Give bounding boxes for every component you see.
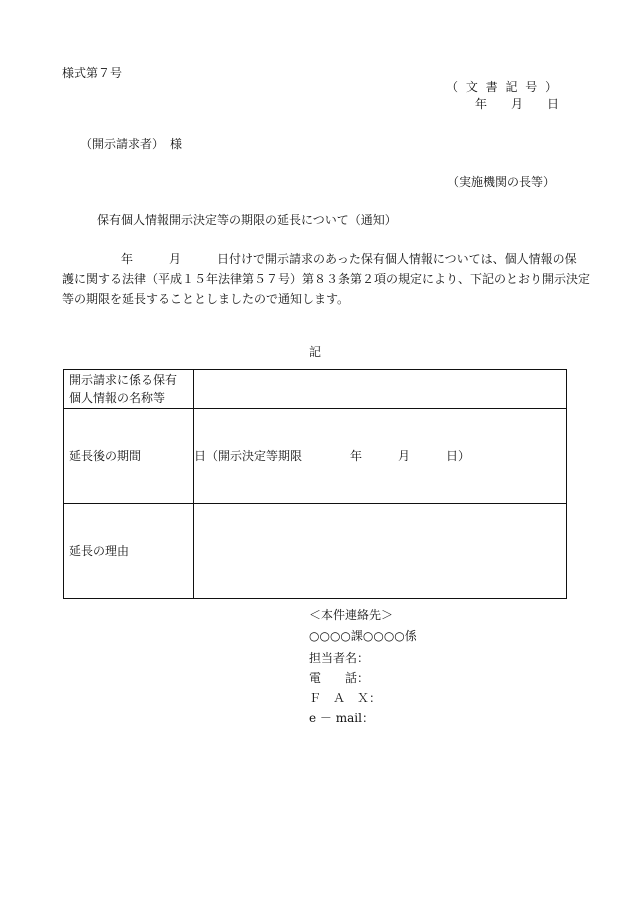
row-label-line: 個人情報の名称等 (69, 391, 166, 405)
contact-person: 担当者名： (309, 651, 370, 665)
row-label-extension-reason: 延長の理由 (64, 504, 194, 599)
table-row (64, 504, 567, 599)
body-line-3: 等の期限を延長することとしましたので通知します。 (62, 292, 350, 306)
body-line-2: 護に関する法律（平成１５年法律第５７号）第８３条第２項の規定により、下記のとおり開示決定 (62, 272, 591, 286)
document-date: 年 月 日 (475, 97, 560, 111)
contact-email: e － mail： (309, 711, 374, 725)
table-row (64, 409, 567, 504)
row-label-extended-period: 延長後の期間 (64, 409, 194, 504)
info-table (63, 369, 567, 599)
row-label-line: 開示請求に係る保有 (69, 373, 178, 387)
body-line-1: 年 月 日付けで開示請求のあった保有個人情報については、個人情報の保 (121, 252, 577, 266)
addressee: （開示請求者） 様 (80, 137, 183, 151)
contact-section: ○○○○課○○○○係 (309, 629, 417, 643)
notice-title: 保有個人情報開示決定等の期限の延長について（通知） (97, 213, 397, 227)
table-row (64, 370, 567, 409)
contact-heading: ＜本件連絡先＞ (309, 608, 394, 622)
ki-heading: 記 (309, 345, 322, 359)
form-number: 様式第７号 (62, 66, 123, 80)
row-value-extension-reason (194, 504, 567, 599)
row-value-info-name (194, 370, 567, 409)
document-number: （ 文 書 記 号 ） (446, 80, 560, 94)
row-label-info-name (64, 370, 194, 409)
contact-fax: Ｆ Ａ Ｘ： (309, 691, 382, 705)
contact-phone: 電 話： (309, 671, 370, 685)
row-value-extended-period: 日（開示決定等期限 年 月 日） (194, 409, 567, 504)
sender: （実施機関の長等） (447, 175, 556, 189)
